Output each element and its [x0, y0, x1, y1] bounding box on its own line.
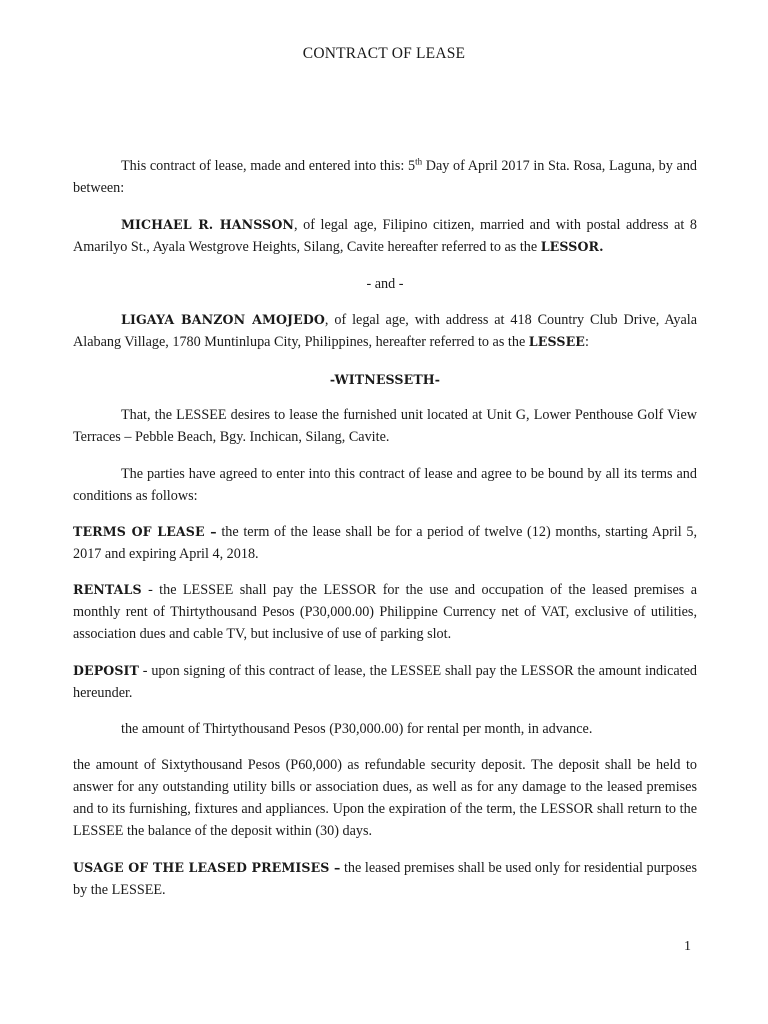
lessee-text: , of legal age, with address at 418 Country Club Drive, Ayala Alabang Village, 1780 Muntinlupa City, Philippines, hereafter referred to as the [73, 312, 698, 350]
usage-text: the leased premises shall be used only for residential purposes by the LESSEE. [73, 860, 697, 898]
intro-paragraph [73, 155, 697, 199]
and-separator: - and - [366, 276, 404, 292]
terms-heading: TERMS OF LEASE – [73, 524, 217, 539]
intro-text-1: This contract of lease, made and entered into this: 5 [121, 158, 416, 174]
agreement-paragraph: The parties have agreed to enter into this contract of lease and agree to be bound by all its terms and conditions as follows: [73, 466, 697, 504]
deposit-heading: DEPOSIT [73, 663, 140, 678]
terms-of-lease-clause [73, 521, 697, 565]
deposit-text: - upon signing of this contract of lease, the LESSEE shall pay the LESSOR the amount indicated hereunder. [73, 663, 697, 701]
lessee-paragraph [73, 309, 697, 353]
document-title: CONTRACT OF LEASE [302, 45, 466, 62]
lessor-text: , of legal age, Filipino citizen, married and with postal address at 8 Amarilyo St., Ayala Westgrove Heights, Silang, Cavite hereafter referred to as the [73, 217, 697, 255]
lessor-paragraph [73, 214, 697, 258]
rentals-clause [73, 579, 697, 645]
rentals-heading: RENTALS [73, 582, 142, 597]
page-number: 1 [684, 939, 691, 954]
witnesseth-heading [73, 369, 697, 391]
witnesseth-text: -WITNESSETH- [329, 372, 441, 387]
terms-text: the term of the lease shall be for a period of twelve (12) months, starting April 5, 2017 and expiring April 4, 2018. [73, 524, 697, 562]
deposit-item-security: the amount of Sixtythousand Pesos (P60,000) as refundable security deposit. The deposit shall be held to answer for any outstanding utility bills or association dues, as well as for any damage to the leased premises and to its furnishing, fixtures and appliances. Upon the expiration of the term, the LESSOR shall return to the LESSEE the balance of the deposit within (30) days. [73, 757, 697, 839]
lessee-role: LESSEE [528, 334, 585, 349]
desire-paragraph: That, the LESSEE desires to lease the furnished unit located at Unit G, Lower Penthouse Golf View Terraces – Pebble Beach, Bgy. Inchican, Silang, Cavite. [73, 407, 697, 445]
usage-clause [73, 857, 697, 901]
lessee-name: LIGAYA BANZON AMOJEDO [121, 312, 325, 327]
lessor-role: LESSOR. [540, 239, 604, 254]
lessee-end: : [584, 334, 589, 350]
lessor-name: MICHAEL R. HANSSON [121, 217, 295, 232]
deposit-clause [73, 660, 697, 704]
deposit-item-advance: the amount of Thirtythousand Pesos (P30,000.00) for rental per month, in advance. [121, 721, 593, 737]
usage-heading: USAGE OF THE LEASED PREMISES – [73, 860, 341, 875]
date-suffix: th [415, 156, 423, 167]
intro-text-2: Day of April 2017 in Sta. Rosa, Laguna, by and between: [73, 158, 698, 196]
rentals-text: - the LESSEE shall pay the LESSOR for the use and occupation of the leased premises a monthly rent of Thirtythousand Pesos (P30,000.00) Philippine Currency net of VAT, exclusive of utilities, association dues and cable TV, but inclusive of use of parking slot. [73, 582, 697, 642]
